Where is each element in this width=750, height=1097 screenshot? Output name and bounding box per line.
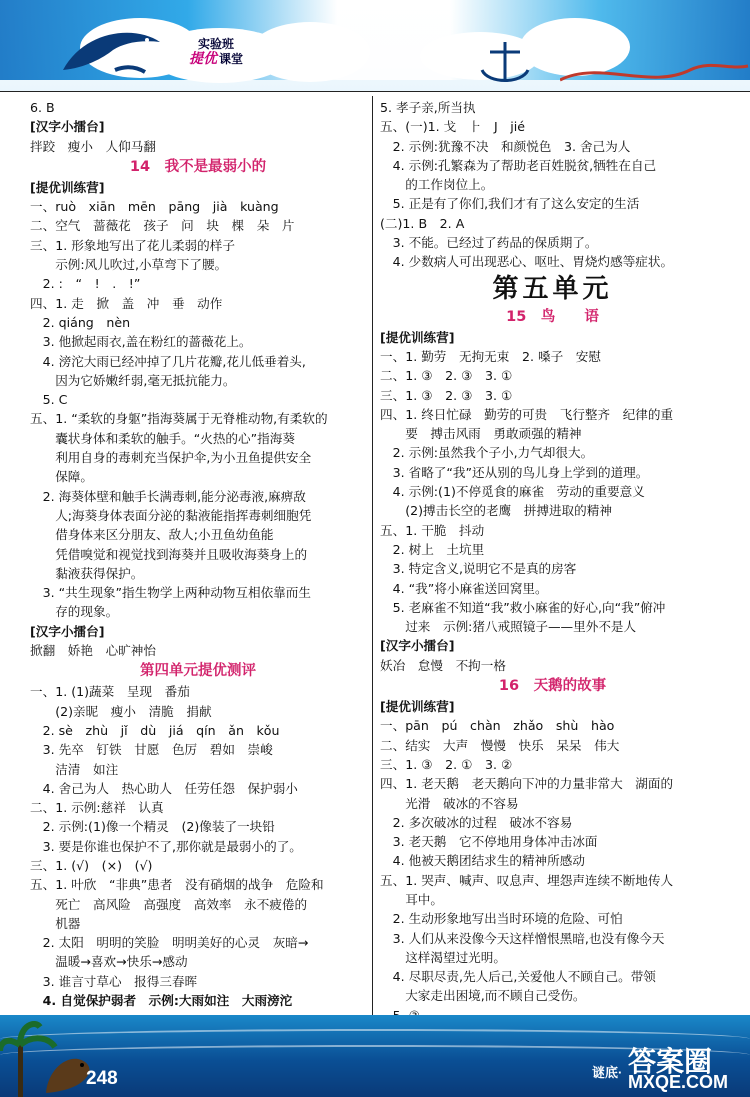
- answer-line: 二、1. 示例:慈祥 认真: [30, 800, 164, 816]
- answer-line: 的工作岗位上。: [380, 177, 494, 193]
- answer-line: 2. : “ ! . !”: [30, 276, 141, 292]
- watermark-small: 谜底·: [592, 1065, 623, 1080]
- lesson-title: 16 天鹅的故事: [498, 678, 607, 695]
- section-tag: [汉字小擂台]: [30, 119, 105, 135]
- watermark-url: MXQE.COM: [628, 1072, 729, 1092]
- answer-line: 三、1. 形象地写出了花儿柔弱的样子: [30, 237, 235, 253]
- answer-line: 3. 不能。已经过了药品的保质期了。: [380, 235, 598, 251]
- section-tag: [汉字小擂台]: [30, 623, 105, 639]
- answer-line: 三、1. (√) (×) (√): [30, 857, 153, 873]
- answer-line: 光滑 破冰的不容易: [380, 795, 519, 811]
- answer-line: 三、1. ③ 2. ① 3. ②: [380, 756, 513, 772]
- answer-line: 二、1. ③ 2. ③ 3. ①: [380, 368, 513, 384]
- answer-line: 2. 示例:犹豫不决 和颜悦色 3. 舍己为人: [380, 138, 631, 154]
- answer-line: 三、1. ③ 2. ③ 3. ①: [380, 387, 513, 403]
- answer-line: 五、1. 叶欣 “非典”患者 没有硝烟的战争 危险和: [30, 877, 324, 893]
- anchor-icon: [470, 38, 540, 88]
- answer-line: 一、1. 勤劳 无拘无束 2. 嗓子 安慰: [380, 348, 601, 364]
- watermark-logo: 答案圈: [628, 1046, 713, 1077]
- brand-logo: [176, 38, 256, 66]
- answer-line: 3. 要是你谁也保护不了,那你就是最弱小的了。: [30, 838, 302, 854]
- answer-line: 4. 滂沱大雨已经冲掉了几片花瓣,花儿低垂着头,: [30, 353, 306, 369]
- brand-line3: 课堂: [218, 52, 243, 66]
- answer-line: 3. “共生现象”指生物学上两种动物互相依靠而生: [30, 585, 311, 601]
- answer-line: 5. C: [30, 392, 68, 408]
- unit-test-title: 第四单元提优测评: [140, 663, 256, 680]
- page-number: 248: [86, 1068, 118, 1089]
- answer-line: 5. 老麻雀不知道“我”救小麻雀的好心,向“我”俯冲: [380, 599, 666, 615]
- answer-line: 五、1. 哭声、喊声、叹息声、埋怨声连续不断地传人: [380, 872, 674, 888]
- answer-line: (2)搏击长空的老鹰 拼搏进取的精神: [380, 503, 612, 519]
- answer-line: 洁清 如注: [30, 761, 119, 777]
- answer-line: 2. 生动形象地写出当时环境的危险、可怕: [380, 911, 623, 927]
- answer-line: 一、1. (1)蔬菜 呈现 番茄: [30, 684, 190, 700]
- answer-line: 2. sè zhù jǐ dù jiá qín ǎn kǒu: [30, 722, 280, 738]
- answer-line: 保障。: [30, 469, 93, 485]
- answer-line: 2. 示例:虽然我个子小,力气却很大。: [380, 445, 594, 461]
- answer-line: 拌跤 瘦小 人仰马翻: [30, 138, 156, 154]
- answer-line: (二)1. B 2. A: [380, 215, 465, 231]
- section-tag: [汉字小擂台]: [380, 638, 455, 654]
- answer-line: 利用自身的毒刺充当保护伞,为小丑鱼提供安全: [30, 450, 312, 466]
- answer-line: 凭借嗅觉和视觉找到海葵并且吸收海葵身上的: [30, 546, 308, 562]
- answer-line: 3. 老天鹅 它不停地用身体冲击冰面: [380, 834, 598, 850]
- answer-line: 要 搏击风雨 勇敢顽强的精神: [380, 426, 582, 442]
- column-divider: [372, 96, 373, 1026]
- right-column: [380, 98, 725, 1025]
- section-tag: [提优训练营]: [380, 329, 455, 345]
- answer-line: 囊状身体和柔软的触手。“火热的心”指海葵: [30, 430, 295, 446]
- answer-line: 人;海葵身体表面分泌的黏液能指挥毒刺细胞凭: [30, 507, 312, 523]
- answer-line: 示例:风儿吹过,小草弯下了腰。: [30, 257, 228, 273]
- unit-title: 第五单元: [492, 273, 613, 304]
- lesson-title: 15 鸟 语: [506, 308, 599, 325]
- lesson-title: 14 我不是最弱小的: [129, 158, 267, 175]
- answer-line: 因为它娇嫩纤弱,毫无抵抗能力。: [30, 372, 236, 388]
- answer-line: 黏液获得保护。: [30, 565, 144, 581]
- left-column: [30, 98, 366, 1010]
- answer-line: 5. 孝子亲,所当执: [380, 100, 476, 115]
- answer-line: 2. 树上 土坑里: [380, 541, 485, 557]
- answer-line: 掀翻 娇艳 心旷神怡: [30, 643, 156, 659]
- answer-line: 3. 谁言寸草心 报得三春晖: [30, 973, 198, 989]
- answer-line: 妖冶 怠慢 不拘一格: [380, 657, 506, 673]
- answer-line: 6. B: [30, 100, 55, 115]
- answer-line: 5. 正是有了你们,我们才有了这么安定的生活: [380, 196, 640, 212]
- answer-line: 4. 示例:(1)不停觅食的麻雀 劳动的重要意义: [380, 484, 645, 500]
- answer-line: 机器: [30, 915, 81, 931]
- answer-line: 二、空气 蔷薇花 孩子 问 块 棵 朵 片: [30, 218, 295, 234]
- answer-line: 温暖→喜欢→快乐→感动: [30, 954, 188, 970]
- header-rule: [0, 91, 750, 92]
- answer-line: 3. 省略了“我”还从别的鸟儿身上学到的道理。: [380, 464, 649, 480]
- answer-line: 2. 示例:(1)像一个精灵 (2)像装了一块铅: [30, 819, 275, 835]
- answer-line: 五、1. “柔软的身躯”指海葵属于无脊椎动物,有柔软的: [30, 411, 328, 427]
- answer-line: 存的现象。: [30, 604, 119, 620]
- answer-line: 3. 特定含义,说明它不是真的房客: [380, 561, 577, 577]
- answer-line: 过来 示例:猪八戒照镜子——里外不是人: [380, 619, 637, 635]
- answer-line: 4. 尽职尽责,先人后己,关爱他人不顾自己。带领: [380, 969, 656, 985]
- answer-line: 4. 少数病人可出现恶心、呕吐、胃烧灼感等症状。: [380, 254, 674, 270]
- answer-line: 这样渴望过光明。: [380, 949, 506, 965]
- cloud: [250, 22, 370, 82]
- answer-line: 死亡 高风险 高强度 高效率 永不疲倦的: [30, 896, 308, 912]
- rope-decoration: [560, 50, 750, 90]
- dolphin-icon: [55, 20, 165, 82]
- answer-line: 2. 海葵体壁和触手长满毒刺,能分泌毒液,麻痹敌: [30, 488, 306, 504]
- answer-line: 五、(一)1. 戈 ⺊ J jié: [380, 119, 526, 135]
- answer-line: 大家走出困境,而不顾自己受伤。: [380, 988, 586, 1004]
- answer-line: 四、1. 走 掀 盖 冲 垂 动作: [30, 295, 223, 311]
- answer-line: 2. 多次破冰的过程 破冰不容易: [380, 814, 573, 830]
- answer-line: 4. 舍己为人 热心助人 任劳任怨 保护弱小: [30, 780, 298, 796]
- brand-line2: 提优: [188, 51, 217, 67]
- answer-line: 借身体来区分朋友、敌人;小丑鱼幼鱼能: [30, 527, 274, 543]
- answer-line: (2)亲昵 瘦小 清脆 捐献: [30, 703, 212, 719]
- section-tag: [提优训练营]: [30, 179, 105, 195]
- answer-line: 耳中。: [380, 891, 443, 907]
- brand-line1: 实验班: [197, 37, 234, 51]
- answer-line: 3. 他掀起雨衣,盖在粉红的蔷薇花上。: [30, 334, 252, 350]
- answer-line: 3. 先卒 钉铁 甘愿 色厉 碧如 崇峻: [30, 742, 273, 758]
- answer-line: 一、pān pú chàn zhǎo shù hào: [380, 718, 615, 734]
- answer-line: 五、1. 干脆 抖动: [380, 522, 485, 538]
- answer-line: 4. 自觉保护弱者 示例:大雨如注 大雨滂沱: [30, 993, 293, 1009]
- answer-line: 四、1. 终日忙碌 勤劳的可贵 飞行整齐 纪律的重: [380, 406, 674, 422]
- answer-line: 4. 他被天鹅团结求生的精神所感动: [380, 853, 585, 869]
- answer-line: 2. 太阳 明明的笑脸 明明美好的心灵 灰暗→: [30, 935, 309, 951]
- answer-line: 3. 人们从来没像今天这样憎恨黑暗,也没有像今天: [380, 930, 665, 946]
- answer-line: 2. qiáng nèn: [30, 314, 131, 330]
- answer-line: 4. “我”将小麻雀送回窝里。: [380, 580, 548, 596]
- page-header: [0, 0, 750, 92]
- answer-line: 二、结实 大声 慢慢 快乐 呆呆 伟大: [380, 737, 620, 753]
- answer-line: 一、ruò xiān mēn pāng jià kuàng: [30, 199, 279, 215]
- section-tag: [提优训练营]: [380, 699, 455, 715]
- answer-line: 4. 示例:孔繁森为了帮助老百姓脱贫,牺牲在自己: [380, 157, 657, 173]
- answer-line: 四、1. 老天鹅 老天鹅向下冲的力量非常大 湖面的: [380, 776, 674, 792]
